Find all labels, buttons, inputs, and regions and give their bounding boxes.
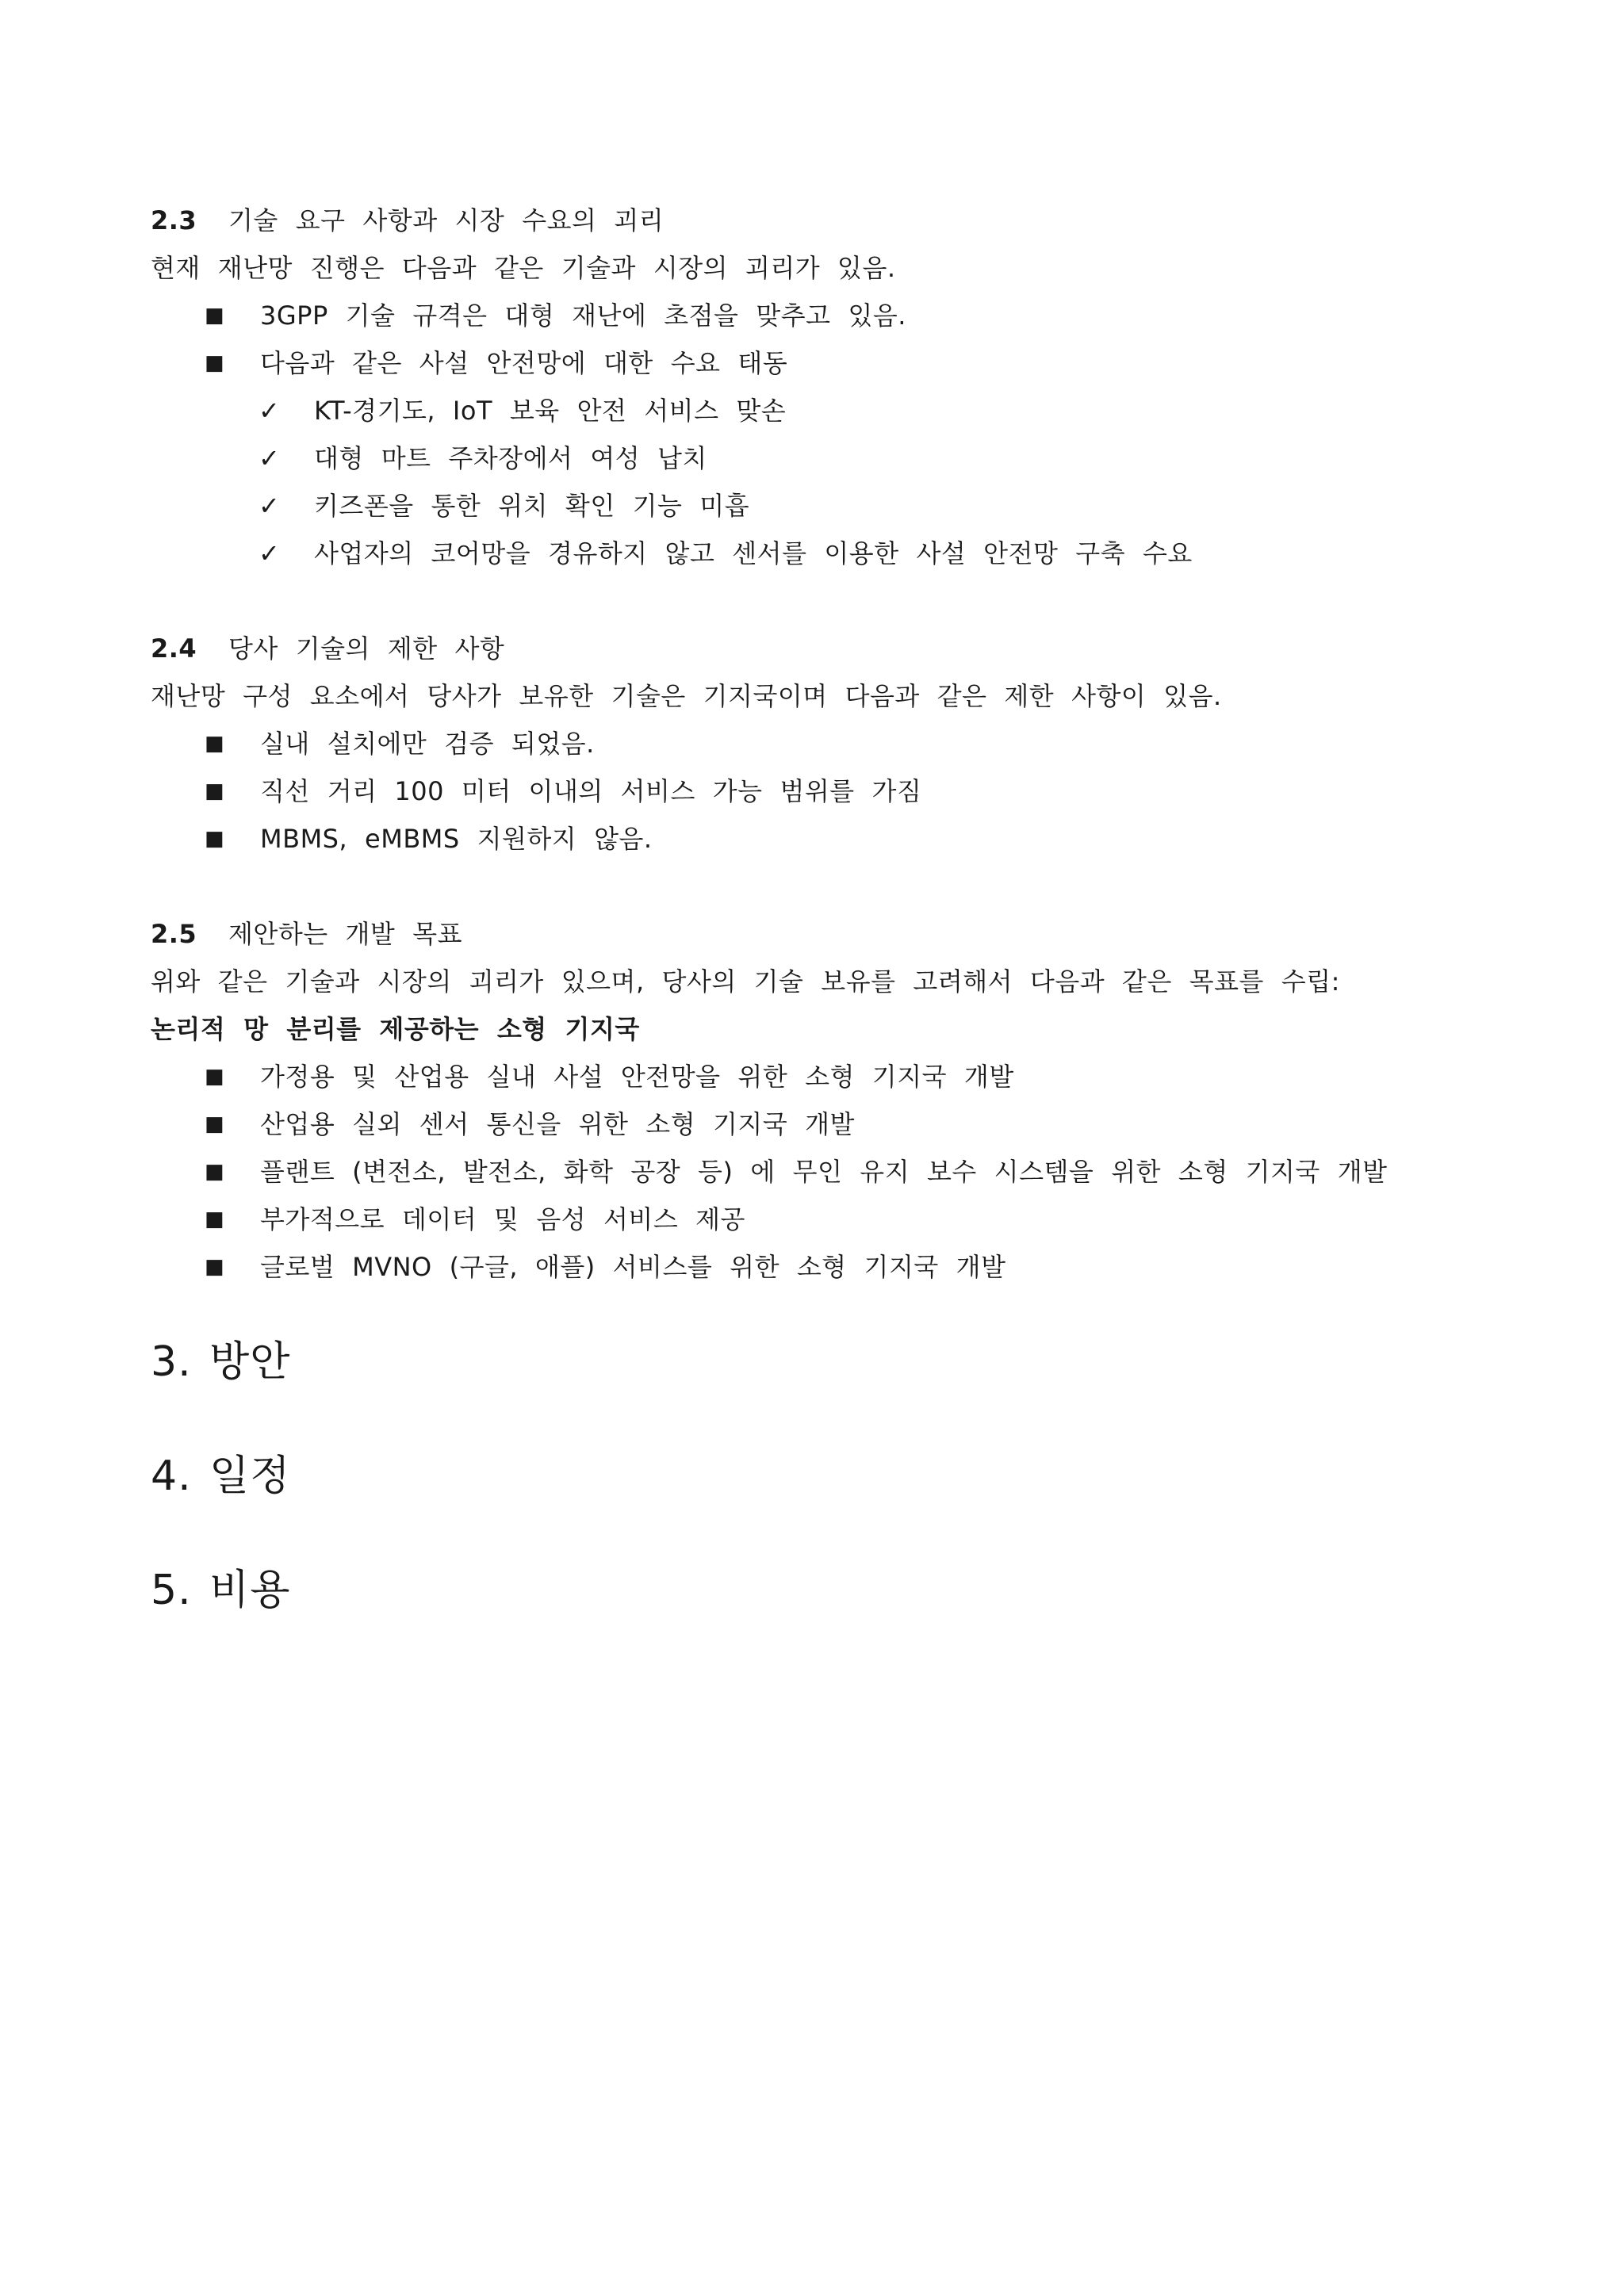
square-bullet-icon: ■ (205, 1255, 225, 1279)
section-number: 2.3 (151, 205, 197, 235)
list-item: ■ 산업용 실외 센서 통신을 위한 소형 기지국 개발 (151, 1100, 1483, 1148)
sub-list-item: ✓ 키즈폰을 통한 위치 확인 기능 미흡 (151, 482, 1483, 530)
section-heading-2-4 (151, 625, 1483, 672)
list-item: ■ 실내 설치에만 검증 되었음. (151, 720, 1483, 767)
heading-title: 방안 (209, 1338, 291, 1386)
heading-title: 비용 (209, 1567, 291, 1614)
square-bullet-icon: ■ (205, 1207, 225, 1231)
heading-number: 3. (151, 1338, 192, 1386)
section-number: 2.4 (151, 633, 197, 664)
heading-number: 4. (151, 1452, 192, 1500)
section-intro: 재난망 구성 요소에서 당사가 보유한 기술은 기지국이며 다음과 같은 제한 사항이 있음. (151, 681, 1222, 711)
square-bullet-icon: ■ (205, 351, 225, 375)
list-item: ■ 3GPP 기술 규격은 대형 재난에 초점을 맞추고 있음. (151, 292, 1483, 339)
section-number: 2.5 (151, 919, 197, 949)
list-item: ■ 플랜트 (변전소, 발전소, 화학 공장 등) 에 무인 유지 보수 시스템을 위한 소형 기지국 개발 (151, 1148, 1483, 1196)
list-item: ■ 직선 거리 100 미터 이내의 서비스 가능 범위를 가짐 (151, 767, 1483, 815)
list-item: ■ 다음과 같은 사설 안전망에 대한 수요 태동 (151, 339, 1483, 387)
heading-title: 일정 (209, 1452, 291, 1500)
square-bullet-icon: ■ (205, 779, 225, 803)
section-title: 제안하는 개발 목표 (228, 919, 463, 949)
list-item: ■ 글로벌 MVNO (구글, 애플) 서비스를 위한 소형 기지국 개발 (151, 1243, 1483, 1291)
checkmark-icon: ✓ (259, 491, 281, 521)
checkmark-icon: ✓ (259, 538, 281, 568)
section-heading-2-3 (151, 197, 1483, 244)
heading-5 (151, 1559, 1483, 1622)
section-title: 당사 기술의 제한 사항 (228, 633, 505, 664)
list-item: ■ 부가적으로 데이터 및 음성 서비스 제공 (151, 1196, 1483, 1243)
heading-gap (151, 1508, 1483, 1559)
square-bullet-icon: ■ (205, 1160, 225, 1184)
heading-3 (151, 1330, 1483, 1394)
checkmark-icon: ✓ (259, 443, 281, 473)
heading-4 (151, 1445, 1483, 1508)
square-bullet-icon: ■ (205, 1065, 225, 1089)
square-bullet-icon: ■ (205, 732, 225, 756)
page-content (151, 197, 1483, 1622)
paragraph-gap (151, 577, 1483, 625)
emphasis-line: 논리적 망 분리를 제공하는 소형 기지국 (151, 1014, 640, 1044)
sub-list-item: ✓ KT-경기도, IoT 보육 안전 서비스 맞손 (151, 387, 1483, 434)
heading-gap (151, 1291, 1483, 1330)
sub-list-item: ✓ 사업자의 코어망을 경유하지 않고 센서를 이용한 사설 안전망 구축 수요 (151, 530, 1483, 577)
sub-list-item: ✓ 대형 마트 주차장에서 여성 납치 (151, 434, 1483, 482)
section-intro: 위와 같은 기술과 시장의 괴리가 있으며, 당사의 기술 보유를 고려해서 다음과 같은 목표를 수립: (151, 966, 1340, 997)
square-bullet-icon: ■ (205, 304, 225, 327)
section-title: 기술 요구 사항과 시장 수요의 괴리 (228, 205, 665, 235)
square-bullet-icon: ■ (205, 827, 225, 851)
checkmark-icon: ✓ (259, 396, 281, 426)
square-bullet-icon: ■ (205, 1112, 225, 1136)
section-intro: 현재 재난망 진행은 다음과 같은 기술과 시장의 괴리가 있음. (151, 253, 896, 283)
list-item: ■ MBMS, eMBMS 지원하지 않음. (151, 815, 1483, 863)
list-item: ■ 가정용 및 산업용 실내 사설 안전망을 위한 소형 기지국 개발 (151, 1053, 1483, 1100)
heading-number: 5. (151, 1567, 192, 1614)
heading-gap (151, 1394, 1483, 1445)
section-heading-2-5 (151, 910, 1483, 958)
paragraph-gap (151, 863, 1483, 910)
